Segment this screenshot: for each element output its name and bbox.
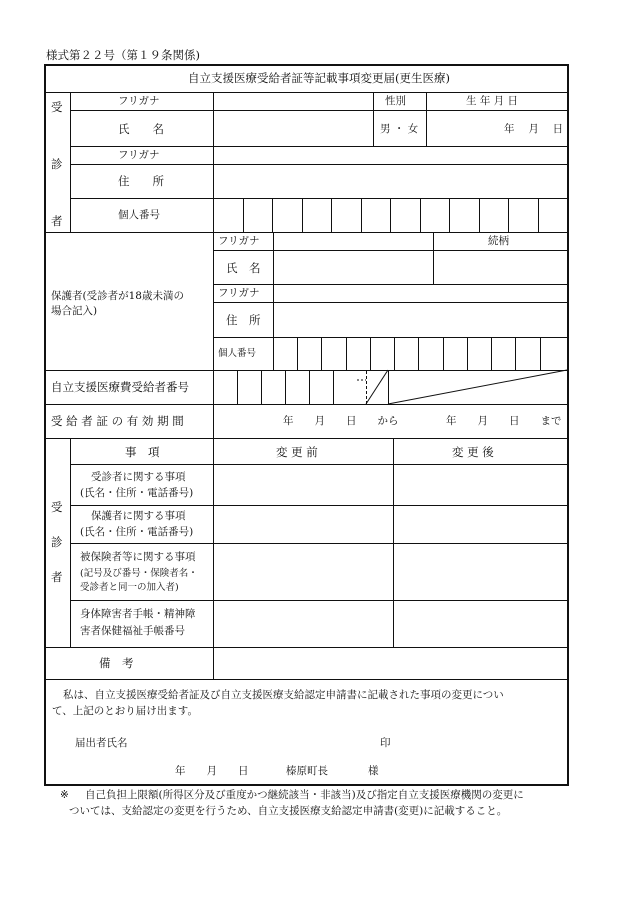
guardian-relation-label: 続柄 (488, 235, 509, 247)
guardian-label-line1: 保護者(受診者が18歳未満の (51, 290, 184, 302)
row-insured-line3: 受診者と同一の加入者) (80, 582, 179, 593)
patient-label-3: 者 (51, 214, 63, 228)
patient-address-label: 住 所 (118, 174, 164, 188)
footnote-mark: ※ (60, 789, 69, 801)
declaration-line1: 私は、自立支援医療受給者証及び自立支援医療支給認定申請書に記載された事項の変更につい (63, 689, 504, 701)
recipient-number-label: 自立支援医療費受給者番号 (51, 380, 189, 394)
patient-furigana-label: フリガナ (118, 95, 160, 107)
patient-label-2: 診 (51, 157, 63, 171)
birth-date-label: 生 年 月 日 (466, 95, 519, 107)
remarks-label: 備 考 (99, 656, 134, 670)
validity-to: 年 月 日 まで (446, 415, 562, 427)
patient-name-label: 氏 名 (118, 122, 164, 136)
guardian-id-label: 個人番号 (218, 348, 257, 359)
guardian-address-label: 住 所 (226, 313, 261, 327)
changes-label-2: 診 (51, 535, 63, 549)
guardian-address-furigana-label: フリガナ (218, 287, 260, 299)
col-before-header: 変 更 前 (276, 445, 318, 459)
sex-label: 性別 (385, 95, 406, 107)
birth-date-format: 年 月 日 (504, 123, 564, 135)
patient-id-label: 個人番号 (118, 209, 160, 221)
form-title: 自立支援医療受給者証等記載事項変更届(更生医療) (188, 71, 450, 85)
validity-from: 年 月 日 から (283, 415, 399, 427)
validity-label: 受 給 者 証 の 有 効 期 間 (51, 414, 184, 428)
row-guardian-line2: (氏名・住所・電話番号) (80, 526, 194, 538)
guardian-furigana-label: フリガナ (218, 235, 260, 247)
guardian-name-label: 氏 名 (226, 261, 261, 275)
form-number: 様式第２２号（第１９条関係) (46, 48, 200, 62)
mayor-title: 榛原町長 (286, 765, 328, 777)
row-handbook-line1: 身体障害者手帳・精神障 (80, 608, 196, 620)
col-after-header: 変 更 後 (452, 445, 494, 459)
row-patient-line1: 受診者に関する事項 (91, 471, 186, 483)
date-format: 年 月 日 (175, 765, 249, 777)
guardian-label-line2: 場合記入) (51, 305, 98, 317)
row-insured-line1: 被保険者等に関する事項 (80, 551, 196, 563)
sex-options[interactable]: 男 ・ 女 (380, 123, 419, 135)
patient-label-1: 受 (51, 100, 63, 114)
changes-label-3: 者 (51, 570, 63, 584)
row-patient-line2: (氏名・住所・電話番号) (80, 487, 194, 499)
seal-mark: 印 (380, 737, 391, 749)
honorific: 様 (368, 765, 379, 777)
applicant-name-label: 届出者氏名 (75, 737, 128, 749)
declaration-line2: て、上記のとおり届け出ます。 (52, 705, 198, 717)
row-insured-line2: (記号及び番号・保険者名・ (80, 568, 198, 579)
patient-address-furigana-label: フリガナ (118, 149, 160, 161)
footnote-line2: ついては、支給認定の変更を行うため、自立支援医療支給認定申請書(変更)に記載すること。 (69, 805, 508, 817)
changes-label-1: 受 (51, 500, 63, 514)
col-item-header: 事 項 (125, 445, 160, 459)
row-guardian-line1: 保護者に関する事項 (91, 510, 186, 522)
footnote-line1: 自己負担上限額(所得区分及び重度かつ継続該当・非該当)及び指定自立支援医療機関の変更に (85, 789, 524, 801)
row-handbook-line2: 害者保健福祉手帳番号 (80, 625, 185, 637)
